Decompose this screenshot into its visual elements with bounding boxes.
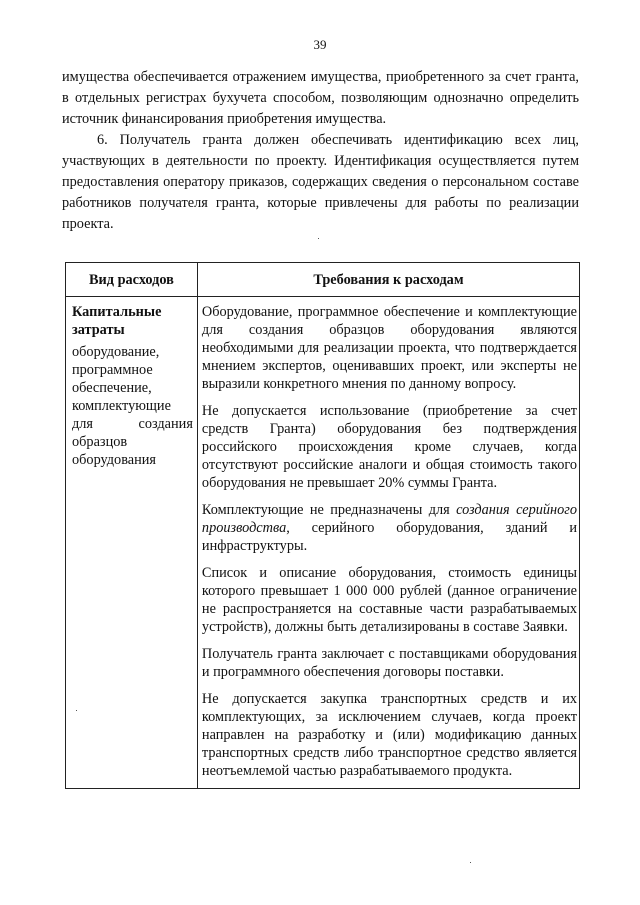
header-expense-type: Вид расходов <box>66 263 198 297</box>
expense-category-cell <box>66 297 198 789</box>
requirement-6: Не допускается закупка транспортных средств и их комплектующих, за исключением случаев, когда проект направлен на разработку и (или) модификацию данных транспортных средств либо транспортное средство является неотъемлемой частью разрабатываемого продукта. <box>201 691 577 779</box>
scan-speck <box>76 710 77 711</box>
requirement-1: Оборудование, программное обеспечение и комплектующие для создания образцов оборудования являются необходимыми для реализации проекта, что подтверждается мнением экспертов, оценивавших проект, или эксперты не выразили конкретного мнения по данному вопросу. <box>201 304 577 392</box>
requirement-3 <box>202 501 577 555</box>
requirement-5: Получатель гранта заключает с поставщиками оборудования и программного обеспечения договоры поставки. <box>201 646 577 680</box>
scan-speck <box>318 238 319 239</box>
header-requirements: Требования к расходам <box>197 263 579 297</box>
scan-speck <box>470 862 471 863</box>
table-row <box>66 297 580 789</box>
requirement-4: Список и описание оборудования, стоимость единицы которого превышает 1 000 000 рублей (данное ограничение не распространяется на составные части разрабатываемых устройств), должны быть детализированы в составе Заявки. <box>201 565 577 635</box>
table-header-row <box>66 263 580 297</box>
requirement-3-end: , серийного оборудования, зданий и инфраструктуры. <box>201 520 577 554</box>
paragraph-identification: 6. Получатель гранта должен обеспечивать идентификацию всех лиц, участвующих в деятельности по проекту. Идентификация осуществляется путем предоставления оператору приказов, содержащих сведения о персональном составе работников получателя гранта, которые привлечены для работы по реализации проекта. <box>62 132 579 232</box>
paragraph-property-accounting: имущества обеспечивается отражением имущества, приобретенного за счет гранта, в отдельных регистрах бухучета способом, позволяющим однозначно определить источник финансирования приобретения имущества. <box>62 69 579 127</box>
category-title: Капитальные затраты <box>72 304 162 338</box>
requirements-table <box>65 262 580 789</box>
category-description: оборудование, программное обеспечение, комплектующие для создания образцов оборудования <box>72 344 193 468</box>
requirement-3-italic: создания серийного производства <box>201 502 577 536</box>
requirement-2: Не допускается использование (приобретение за счет средств Гранта) оборудования без подтверждения российского происхождения кроме случаев, когда отсутствуют российские аналоги и общая стоимость такого оборудования не превышает 20% суммы Гранта. <box>201 403 577 491</box>
page-number: 39 <box>313 37 327 52</box>
requirement-3-start: Комплектующие не предназначены для <box>201 502 457 518</box>
requirements-cell <box>197 297 579 789</box>
